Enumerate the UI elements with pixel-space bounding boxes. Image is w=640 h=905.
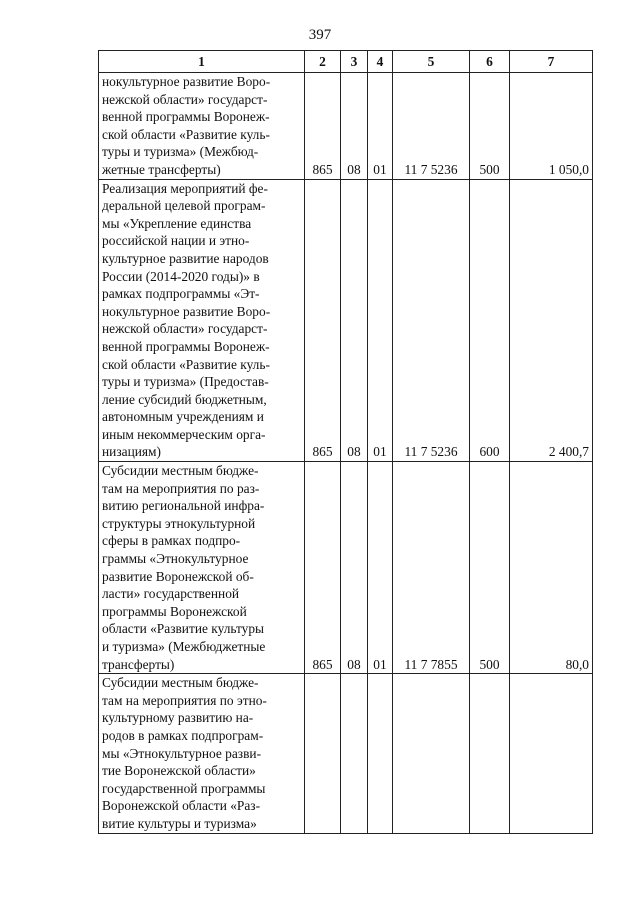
- expense-type-code: 500: [470, 462, 510, 674]
- table-header-row: [99, 51, 593, 73]
- section-code: 08: [341, 462, 368, 674]
- ministry-code: [305, 674, 341, 833]
- amount: 2 400,7: [510, 179, 593, 462]
- table-row: [99, 674, 593, 833]
- subsection-code: [368, 674, 393, 833]
- amount: 1 050,0: [510, 73, 593, 180]
- column-header-4: 4: [368, 51, 393, 73]
- row-description: Реализация мероприятий фе- деральной целевой програм- мы «Укрепление единства российской нации и этно- культурное развитие народов России (2014-2020 годы)» в рамках подпрограммы «Эт- нокультурное развитие Воро- нежской области» государст- венной программы Воронеж- ской области «Развитие куль- туры и туризма» (Предостав- ление субсидий бюджетным, автономным учреждениям и иным некоммерческим орга- низациям): [99, 179, 305, 462]
- column-header-5: 5: [393, 51, 470, 73]
- target-article-code: 11 7 5236: [393, 179, 470, 462]
- column-header-3: 3: [341, 51, 368, 73]
- table-row: [99, 73, 593, 180]
- target-article-code: 11 7 7855: [393, 462, 470, 674]
- ministry-code: 865: [305, 462, 341, 674]
- row-description: Субсидии местным бюдже- там на мероприятия по этно- культурному развитию на- родов в рамках подпрограм- мы «Этнокультурное разви- тие Воронежской области» государственной программы Воронежской области «Раз- витие культуры и туризма»: [99, 674, 305, 833]
- table-row: [99, 462, 593, 674]
- subsection-code: 01: [368, 462, 393, 674]
- subsection-code: 01: [368, 179, 393, 462]
- section-code: 08: [341, 179, 368, 462]
- target-article-code: [393, 674, 470, 833]
- row-description: Субсидии местным бюдже- там на мероприятия по раз- витию региональной инфра- структуры этнокультурной сферы в рамках подпро- граммы «Этнокультурное развитие Воронежской об- ласти» государственной программы Воронежской области «Развитие культуры и туризма» (Межбюджетные трансферты): [99, 462, 305, 674]
- column-header-7: 7: [510, 51, 593, 73]
- subsection-code: 01: [368, 73, 393, 180]
- section-code: [341, 674, 368, 833]
- section-code: 08: [341, 73, 368, 180]
- expense-type-code: [470, 674, 510, 833]
- column-header-2: 2: [305, 51, 341, 73]
- target-article-code: 11 7 5236: [393, 73, 470, 180]
- page-number: 397: [308, 27, 332, 43]
- expense-type-code: 500: [470, 73, 510, 180]
- table-row: [99, 179, 593, 462]
- amount: 80,0: [510, 462, 593, 674]
- ministry-code: 865: [305, 179, 341, 462]
- ministry-code: 865: [305, 73, 341, 180]
- column-header-6: 6: [470, 51, 510, 73]
- column-header-1: 1: [99, 51, 305, 73]
- budget-table: [98, 50, 593, 834]
- row-description: нокультурное развитие Воро- нежской области» государст- венной программы Воронеж- ской области «Развитие куль- туры и туризма» (Межбюд- жетные трансферты): [99, 73, 305, 180]
- expense-type-code: 600: [470, 179, 510, 462]
- amount: [510, 674, 593, 833]
